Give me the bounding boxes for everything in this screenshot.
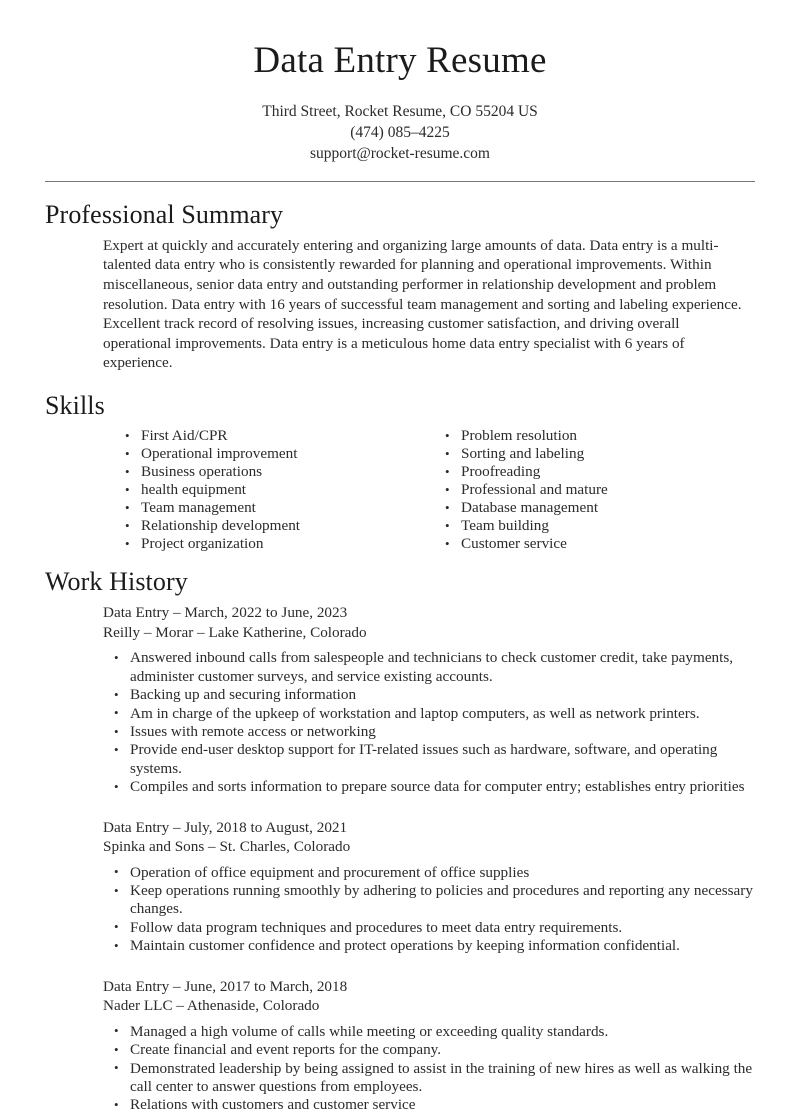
job-bullet-list: [103, 864, 755, 956]
job-bullet: • Am in charge of the upkeep of workstation and laptop computers, as well as network printers.: [103, 705, 755, 723]
section-heading-work-history: Work History: [45, 567, 188, 597]
list-item: • Team building: [435, 517, 755, 535]
job-bullet: • Follow data program techniques and procedures to meet data entry requirements.: [103, 919, 755, 937]
list-item: • Business operations: [115, 463, 435, 481]
list-item: • Project organization: [115, 535, 435, 553]
job-bullet-list: [103, 649, 755, 796]
skills-column-right: [435, 427, 755, 553]
job-bullet-list: [103, 1023, 755, 1115]
header-divider: [45, 181, 755, 182]
job-bullet: • Demonstrated leadership by being assigned to assist in the training of new hires as well as walking the call center to answer questions from employees.: [103, 1060, 755, 1097]
job-bullet: • Backing up and securing information: [103, 686, 755, 704]
list-item: • Customer service: [435, 535, 755, 553]
job-title-line: Data Entry – March, 2022 to June, 2023: [103, 604, 348, 622]
contact-phone: (474) 085–4225: [350, 123, 450, 141]
job-bullet: • Relations with customers and customer service: [103, 1096, 755, 1114]
list-item: • Database management: [435, 499, 755, 517]
job-bullet: • Create financial and event reports for the company.: [103, 1041, 755, 1059]
job-bullet: • Managed a high volume of calls while meeting or exceeding quality standards.: [103, 1023, 755, 1041]
job-list: [45, 603, 755, 1114]
list-item: • Relationship development: [115, 517, 435, 535]
summary-text: Expert at quickly and accurately entering and organizing large amounts of data. Data entry is a multi-talented data entry who is consistently rewarded for planning and operational improvements. Within miscellaneous, senior data entry and outstanding performer in relationship development and problem resolution. Data entry with 16 years of successful team management and sorting and labeling experience. Excellent track record of resolving issues, increasing customer satisfaction, and driving overall operational improvements. Data entry is a meticulous home data entry specialist with 6 years of experience.: [103, 236, 742, 372]
job-entry: [103, 977, 755, 1115]
professional-summary-section: [45, 199, 755, 373]
skills-list-left: [115, 427, 435, 553]
job-bullet: • Maintain customer confidence and protect operations by keeping information confidential.: [103, 937, 755, 955]
job-entry: [103, 603, 755, 796]
contact-info: [45, 101, 755, 164]
list-item: • Sorting and labeling: [435, 445, 755, 463]
job-title-line: Data Entry – July, 2018 to August, 2021: [103, 818, 348, 836]
job-bullet: • Operation of office equipment and procurement of office supplies: [103, 864, 755, 882]
job-company-line: Spinka and Sons – St. Charles, Colorado: [103, 838, 351, 856]
list-item: • Proofreading: [435, 463, 755, 481]
section-heading-skills: Skills: [45, 391, 105, 421]
job-bullet: • Compiles and sorts information to prepare source data for computer entry; establishes entry priorities: [103, 778, 755, 796]
page-title: Data Entry Resume: [253, 40, 547, 81]
skills-columns: [45, 427, 755, 553]
work-history-section: [45, 566, 755, 1115]
skills-list-right: [435, 427, 755, 553]
list-item: • Problem resolution: [435, 427, 755, 445]
job-company-line: Reilly – Morar – Lake Katherine, Colorado: [103, 623, 367, 641]
job-title-line: Data Entry – June, 2017 to March, 2018: [103, 977, 348, 995]
skills-section: [45, 390, 755, 553]
list-item: • Team management: [115, 499, 435, 517]
skills-column-left: [115, 427, 435, 553]
contact-address: Third Street, Rocket Resume, CO 55204 US: [262, 102, 538, 120]
job-bullet: • Keep operations running smoothly by adhering to policies and procedures and reporting any necessary changes.: [103, 882, 755, 919]
list-item: • First Aid/CPR: [115, 427, 435, 445]
list-item: • Professional and mature: [435, 481, 755, 499]
job-bullet: • Provide end-user desktop support for IT-related issues such as hardware, software, and operating systems.: [103, 741, 755, 778]
contact-email: support@rocket-resume.com: [310, 144, 490, 162]
list-item: • Operational improvement: [115, 445, 435, 463]
job-bullet: • Answered inbound calls from salespeople and technicians to check customer credit, take payments, administer customer surveys, and service existing accounts.: [103, 649, 755, 686]
job-company-line: Nader LLC – Athenaside, Colorado: [103, 997, 320, 1015]
section-heading-summary: Professional Summary: [45, 199, 284, 229]
job-entry: [103, 818, 755, 956]
list-item: • health equipment: [115, 481, 435, 499]
job-bullet: • Issues with remote access or networking: [103, 723, 755, 741]
